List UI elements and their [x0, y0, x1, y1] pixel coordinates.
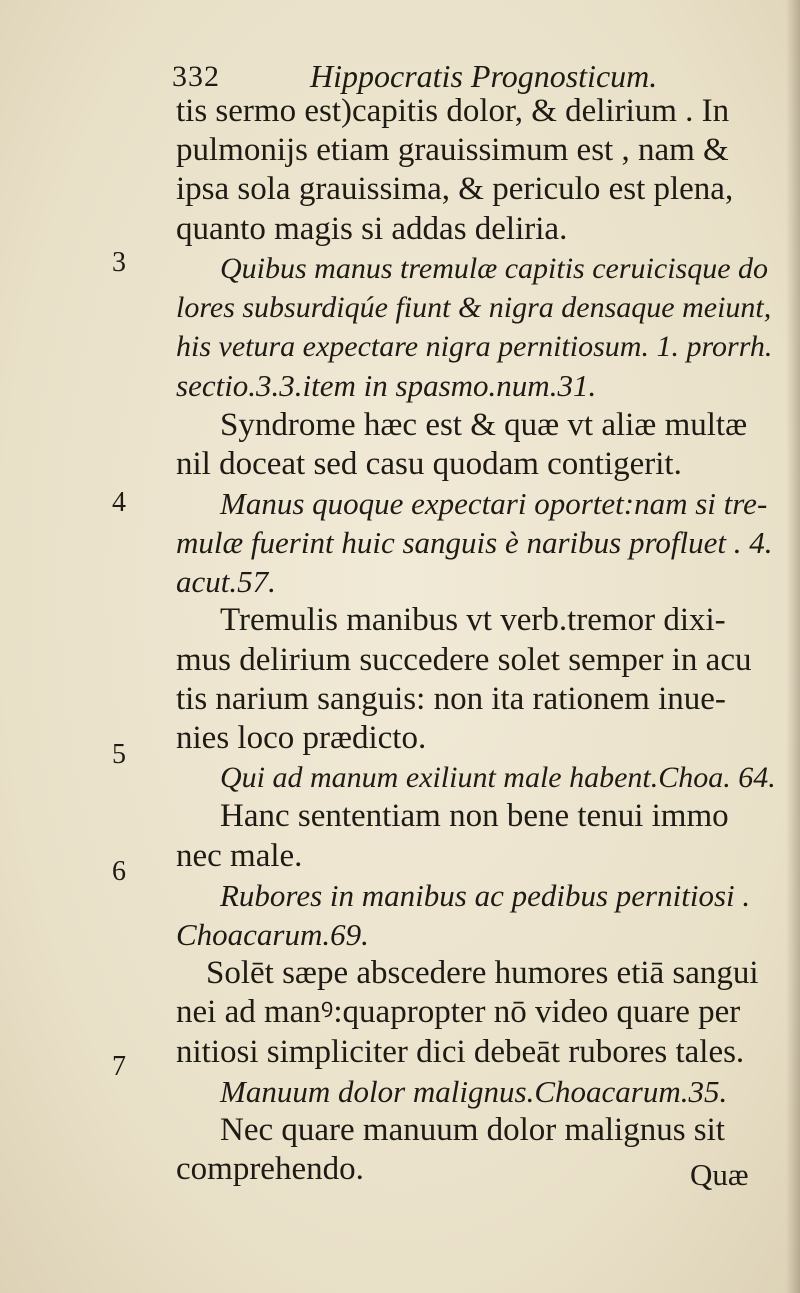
aphorism-line: mulæ fuerint huic sanguis è naribus profluet . 4. — [176, 525, 773, 561]
text-line: Hanc sententiam non bene tenui immo — [220, 798, 729, 835]
aphorism-line: acut.57. — [176, 564, 276, 600]
aphorism-line: his vetura expectare nigra pernitiosum. 1. prorrh. — [176, 330, 773, 364]
body-text — [176, 92, 776, 1189]
page-header — [172, 48, 772, 92]
aphorism-line: Qui ad manum exiliunt male habent.Choa. 64. — [220, 761, 776, 795]
text-line: tis narium sanguis: non ita rationem inue- — [176, 680, 726, 717]
text-line: pulmonijs etiam grauissimum est , nam & — [176, 132, 729, 169]
margin-number-7: 7 — [112, 1051, 126, 1082]
aphorism-line: Manus quoque expectari oportet:nam si tre- — [220, 485, 768, 521]
margin-number-5: 5 — [112, 739, 126, 770]
text-line: quanto magis si addas deliria. — [176, 210, 568, 247]
aphorism-line: lores subsurdiqúe fiunt & nigra densaque meiunt, — [176, 290, 772, 324]
aphorism-line: Choacarum.69. — [176, 916, 369, 952]
text-line: Tremulis manibus vt verb.tremor dixi- — [220, 602, 726, 639]
text-line: Nec quare manuum dolor malignus sit — [220, 1111, 725, 1148]
text-line: Solēt sæpe abscedere humores etiā sangui — [206, 955, 759, 992]
catchword: Quæ — [690, 1157, 749, 1192]
text-line: nitiosi simpliciter dici debeāt rubores tales. — [176, 1033, 745, 1070]
text-line: nei ad manꝰ:quapropter nō video quare per — [176, 994, 741, 1031]
running-title: Hippocratis Prognosticum. — [310, 58, 658, 94]
page-edge-shadow — [786, 0, 800, 1293]
text-line: nec male. — [176, 837, 303, 874]
text-line: Syndrome hæc est & quæ vt aliæ multæ — [220, 406, 748, 443]
margin-number-4: 4 — [112, 487, 126, 518]
text-line: tis sermo est)capitis dolor, & delirium . In — [176, 93, 730, 129]
aphorism-line: Manuum dolor malignus.Choacarum.35. — [220, 1073, 728, 1109]
aphorism-line: Rubores in manibus ac pedibus pernitiosi . — [220, 877, 751, 913]
margin-number-3: 3 — [112, 247, 126, 278]
text-line: nies loco prædicto. — [176, 720, 427, 756]
text-line: comprehendo. — [176, 1151, 364, 1188]
aphorism-line: Quibus manus tremulæ capitis ceruicisque do — [220, 251, 769, 285]
text-line: mus delirium succedere solet semper in acu — [176, 641, 752, 678]
page-number: 332 — [172, 60, 220, 93]
aphorism-line: sectio.3.3.item in spasmo.num.31. — [176, 368, 597, 404]
margin-number-6: 6 — [112, 856, 126, 887]
text-line: nil doceat sed casu quodam contigerit. — [176, 445, 682, 482]
text-line: ipsa sola grauissima, & periculo est plena, — [176, 171, 734, 208]
